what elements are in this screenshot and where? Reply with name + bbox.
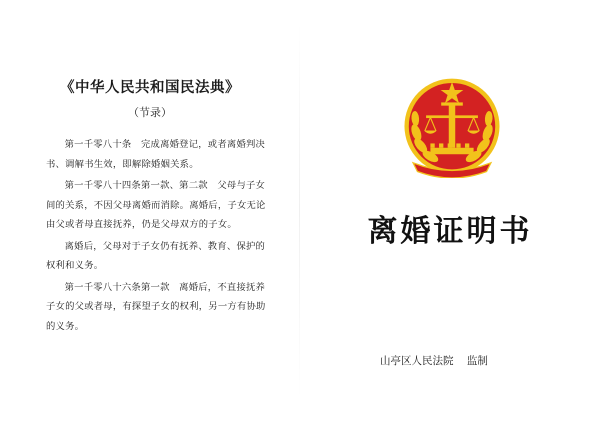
law-title: 《中华人民共和国民法典》 xyxy=(60,79,240,96)
article-paragraph: 第一千零八十六条第一款 离婚后，不直接抚养子女的父或者母，有探望子女的权利，另一方有协助的义务。 xyxy=(46,281,266,332)
article-paragraph: 离婚后，父母对于子女仍有抚养、教育、保护的权利和义务。 xyxy=(46,240,266,271)
issuer-line xyxy=(380,353,488,368)
national-court-emblem-icon xyxy=(398,70,506,178)
article-paragraph: 第一千零八十四条第一款、第二款 父母与子女间的关系，不因父母离婚而消除。离婚后，子女无论由父或者母直接抚养，仍是父母双方的子女。 xyxy=(46,180,266,230)
certificate-title: 离婚证明书 xyxy=(367,214,533,249)
law-articles xyxy=(46,135,274,336)
issuer-role: 监制 xyxy=(466,355,488,367)
right-page xyxy=(300,0,600,421)
issuer-name: 山亭区人民法院 xyxy=(380,355,454,367)
law-subtitle: （节录） xyxy=(128,106,172,119)
article-paragraph: 第一千零八十条 完成离婚登记，或者离婚判决书、调解书生效，即解除婚姻关系。 xyxy=(46,139,266,170)
